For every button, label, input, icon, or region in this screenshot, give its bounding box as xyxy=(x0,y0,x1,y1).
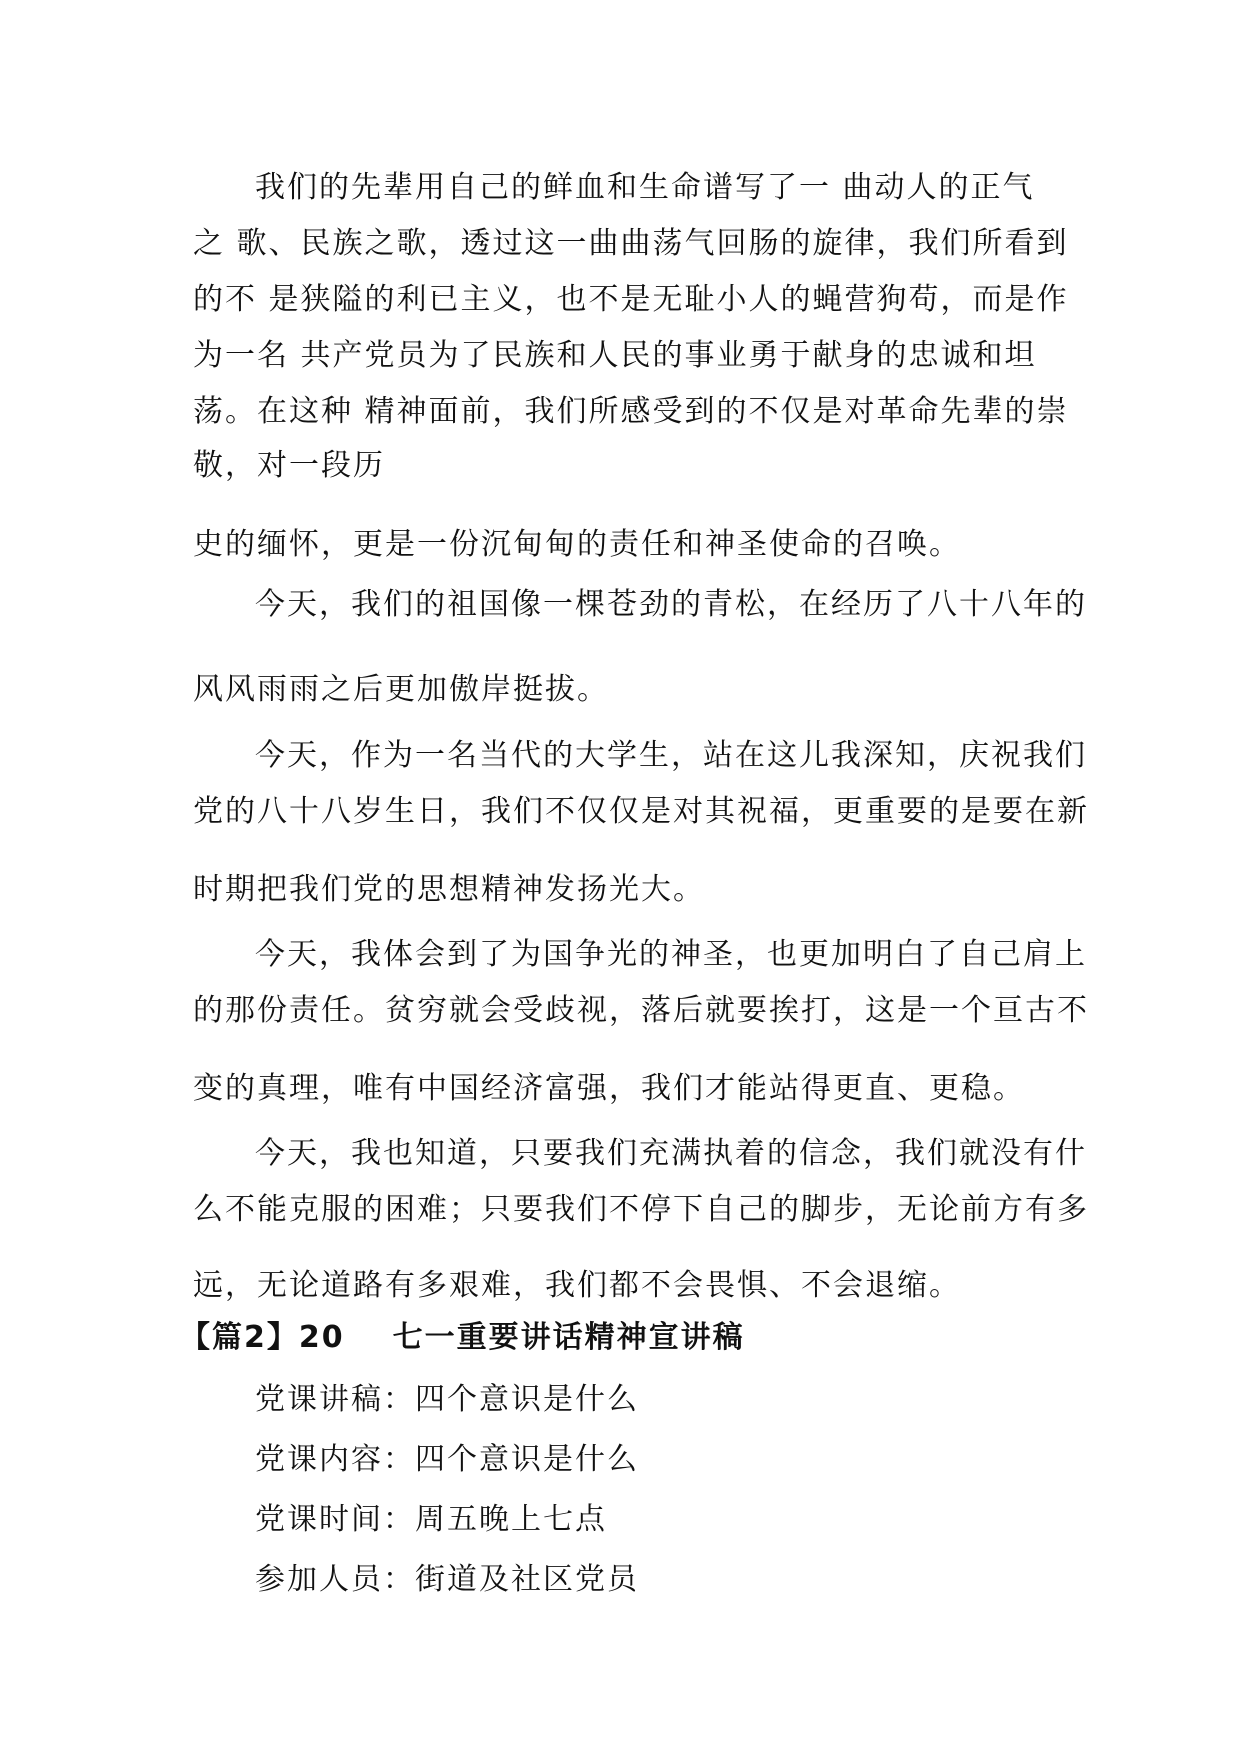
text-line: 时期把我们党的思想精神发扬光大。 xyxy=(193,872,705,907)
text-line: 敬，对一段历 xyxy=(193,448,385,483)
text-line: 之 歌、民族之歌，透过这一曲曲荡气回肠的旋律，我们所看到 xyxy=(193,226,1069,261)
text-line: 为一名 共产党员为了民族和人民的事业勇于献身的忠诚和坦 xyxy=(193,338,1037,373)
text-line: 今天，作为一名当代的大学生，站在这儿我深知，庆祝我们 xyxy=(255,738,1087,773)
text-line: 今天，我体会到了为国争光的神圣，也更加明白了自己肩上 xyxy=(255,937,1087,972)
text-line: 今天，我们的祖国像一棵苍劲的青松，在经历了八十八年的 xyxy=(255,587,1087,622)
text-line: 么不能克服的困难；只要我们不停下自己的脚步，无论前方有多 xyxy=(193,1192,1089,1227)
section-title: 七一重要讲话精神宣讲稿 xyxy=(392,1320,745,1355)
text-line: 风风雨雨之后更加傲岸挺拔。 xyxy=(193,672,609,707)
text-line: 我们的先辈用自己的鲜血和生命谱写了一 曲动人的正气 xyxy=(255,170,1035,205)
text-line: 党的八十八岁生日，我们不仅仅是对其祝福，更重要的是要在新 xyxy=(193,794,1089,829)
info-line: 党课时间：周五晚上七点 xyxy=(255,1502,607,1537)
section-heading xyxy=(180,1318,745,1358)
text-line: 今天，我也知道，只要我们充满执着的信念，我们就没有什 xyxy=(255,1136,1087,1171)
text-line: 的不 是狭隘的利已主义，也不是无耻小人的蝇营狗苟，而是作 xyxy=(193,282,1069,317)
text-line: 的那份责任。贫穷就会受歧视，落后就要挨打，这是一个亘古不 xyxy=(193,993,1089,1028)
info-line: 党课内容：四个意识是什么 xyxy=(255,1442,639,1477)
info-line: 党课讲稿：四个意识是什么 xyxy=(255,1382,639,1417)
info-line: 参加人员：街道及社区党员 xyxy=(255,1562,639,1597)
section-prefix: 【篇2】20 xyxy=(180,1320,345,1355)
text-line: 史的缅怀，更是一份沉甸甸的责任和神圣使命的召唤。 xyxy=(193,527,961,562)
text-line: 远，无论道路有多艰难，我们都不会畏惧、不会退缩。 xyxy=(193,1268,961,1303)
text-line: 变的真理，唯有中国经济富强，我们才能站得更直、更稳。 xyxy=(193,1071,1025,1106)
text-line: 荡。在这种 精神面前，我们所感受到的不仅是对革命先辈的崇 xyxy=(193,394,1069,429)
